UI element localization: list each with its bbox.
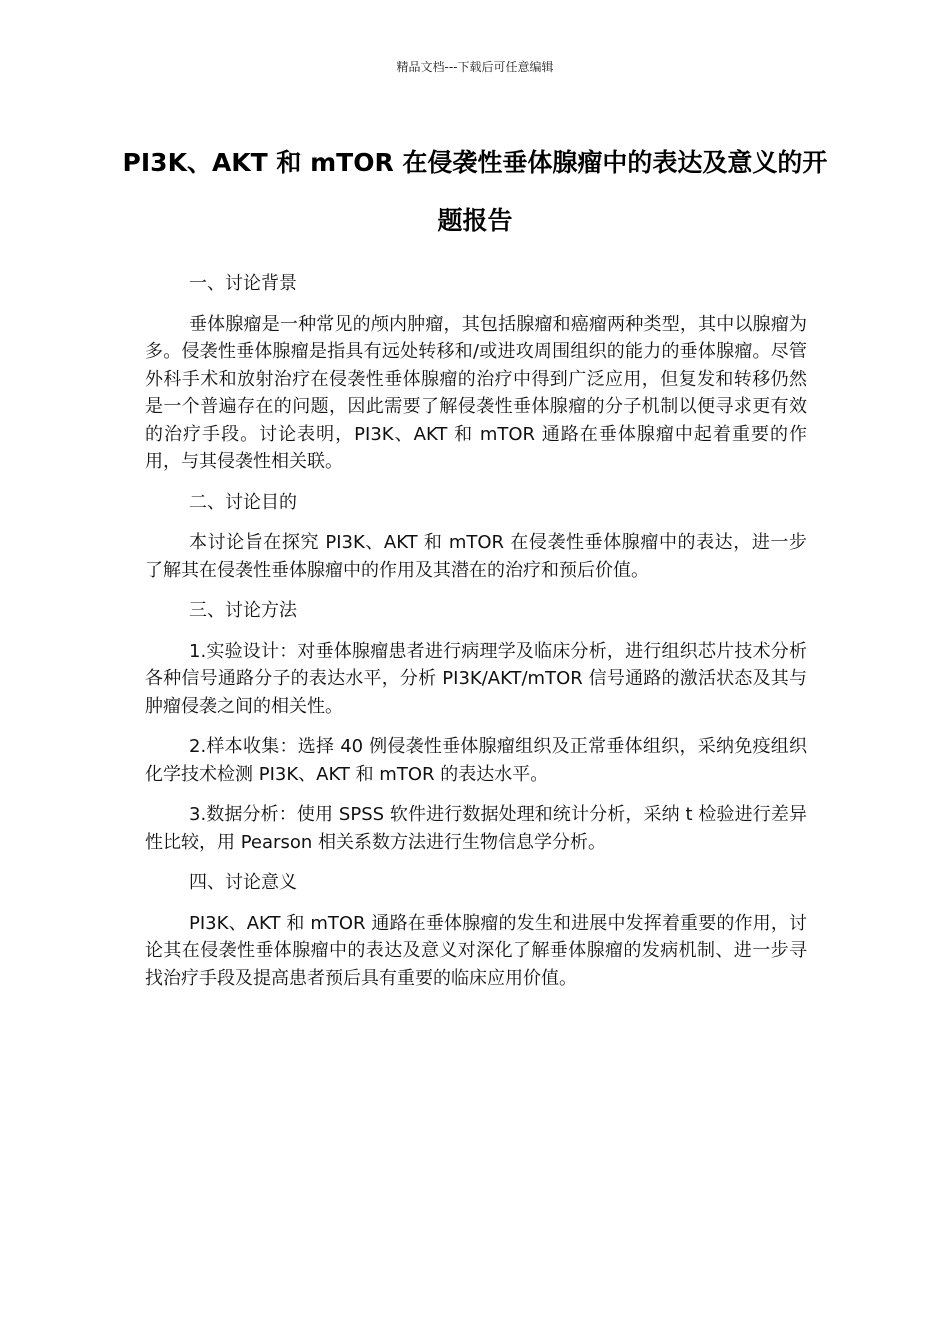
section-purpose bbox=[145, 489, 807, 585]
section-heading: 四、讨论意义 bbox=[189, 872, 297, 893]
paragraph: 1.实验设计：对垂体腺瘤患者进行病理学及临床分析，进行组织芯片技术分析各种信号通路分子的表达水平，分析 PI3K/AKT/mTOR 信号通路的激活状态及其与肿瘤侵袭之间的相关性。 bbox=[145, 640, 807, 717]
paragraph: 2.样本收集：选择 40 例侵袭性垂体腺瘤组织及正常垂体组织，采纳免疫组织化学技术检测 PI3K、AKT 和 mTOR 的表达水平。 bbox=[145, 736, 807, 785]
header-note: 精品文档---下载后可任意编辑 bbox=[396, 60, 554, 74]
section-heading: 二、讨论目的 bbox=[189, 491, 297, 513]
section-significance bbox=[145, 869, 807, 992]
section-heading: 三、讨论方法 bbox=[189, 600, 297, 621]
section-background bbox=[145, 270, 807, 476]
paragraph: 垂体腺瘤是一种常见的颅内肿瘤，其包括腺瘤和癌瘤两种类型，其中以腺瘤为多。侵袭性垂体腺瘤是指具有远处转移和/或进攻周围组织的能力的垂体腺瘤。尽管外科手术和放射治疗在侵袭性垂体腺瘤的治疗中得到广泛应用，但复发和转移仍然是一个普遍存在的问题，因此需要了解侵袭性垂体腺瘤的分子机制以便寻求更有效的治疗手段。讨论表明，PI3K、AKT 和 mTOR 通路在垂体腺瘤中起着重要的作用，与其侵袭性相关联。 bbox=[145, 313, 807, 472]
section-heading: 一、讨论背景 bbox=[189, 273, 297, 294]
paragraph: 3.数据分析：使用 SPSS 软件进行数据处理和统计分析，采纳 t 检验进行差异性比较，用 Pearson 相关系数方法进行生物信息学分析。 bbox=[145, 804, 807, 853]
document-title: PI3K、AKT 和 mTOR 在侵袭性垂体腺瘤中的表达及意义的开题报告 bbox=[122, 148, 828, 235]
section-methods bbox=[145, 597, 807, 856]
document-body bbox=[145, 270, 807, 1005]
paragraph: 本讨论旨在探究 PI3K、AKT 和 mTOR 在侵袭性垂体腺瘤中的表达，进一步了解其在侵袭性垂体腺瘤中的作用及其潜在的治疗和预后价值。 bbox=[145, 532, 807, 581]
paragraph: PI3K、AKT 和 mTOR 通路在垂体腺瘤的发生和进展中发挥着重要的作用，讨论其在侵袭性垂体腺瘤中的表达及意义对深化了解垂体腺瘤的发病机制、进一步寻找治疗手段及提高患者预后具有重要的临床应用价值。 bbox=[145, 912, 807, 989]
